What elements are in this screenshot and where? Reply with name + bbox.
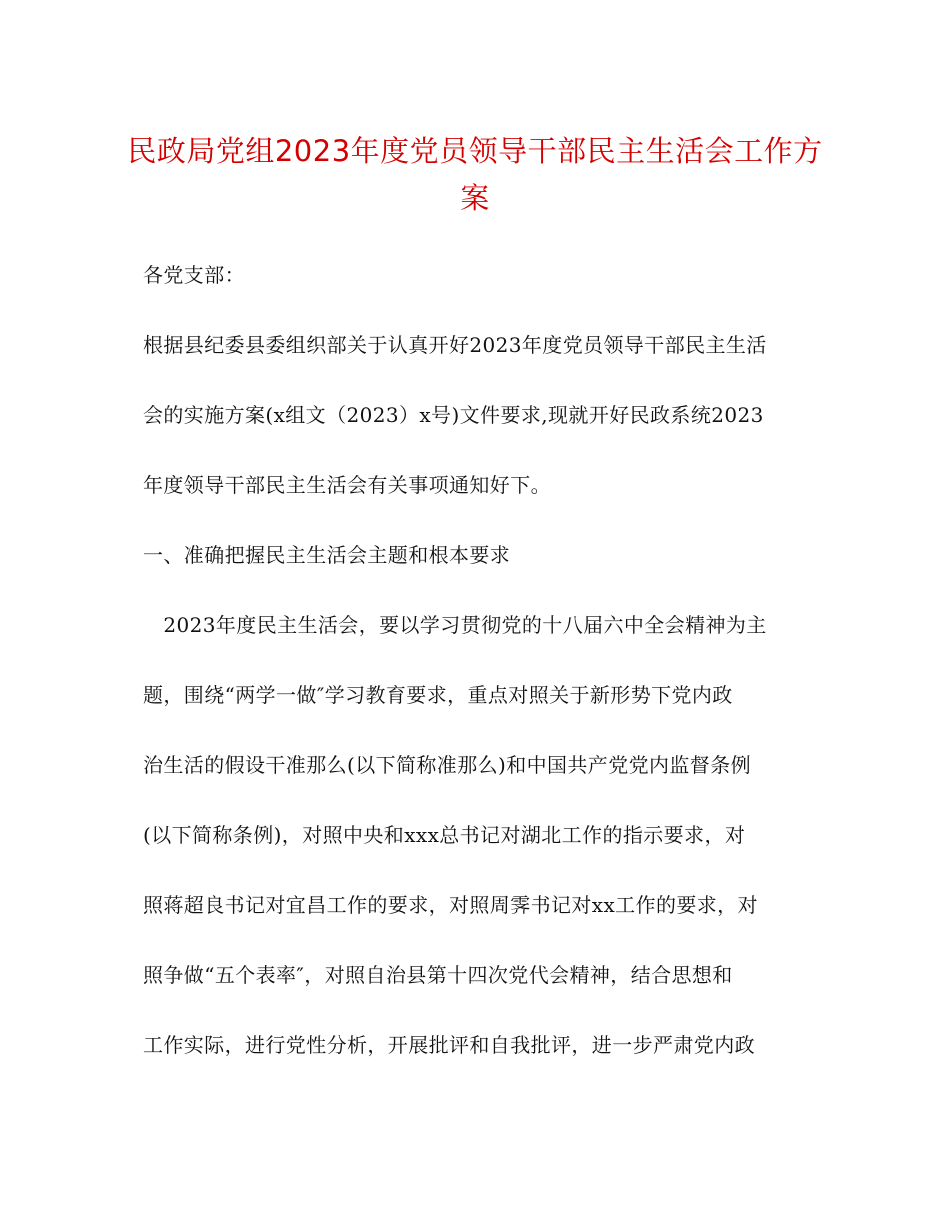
paragraph-line: 2023年度民主生活会，要以学习贯彻党的十八届六中全会精神为主 (143, 613, 767, 637)
paragraph-line: 照蒋超良书记对宜昌工作的要求，对照周霁书记对xx工作的要求，对 (143, 893, 758, 917)
paragraph-line: 工作实际，进行党性分析，开展批评和自我批评，进一步严肃党内政 (143, 1033, 755, 1057)
document-body (143, 240, 815, 1080)
salutation: 各党支部： (143, 263, 245, 287)
paragraph-line: 会的实施方案(x组文（2023）x号)文件要求,现就开好民政系统2023 (143, 403, 764, 427)
document-title (120, 128, 830, 222)
title-line: 民政局党组2023年度党员领导干部民主生活会工作方 (127, 134, 823, 168)
section-heading: 一、准确把握民主生活会主题和根本要求 (143, 543, 511, 567)
paragraph-line: (以下简称条例)，对照中央和xxx总书记对湖北工作的指示要求，对 (143, 823, 746, 847)
paragraph-line: 题，围绕“两学一做″学习教育要求，重点对照关于新形势下党内政 (143, 683, 733, 707)
title-line: 案 (460, 181, 490, 215)
paragraph-line: 治生活的假设干准那么(以下简称准那么)和中国共产党党内监督条例 (143, 753, 752, 777)
paragraph-line: 根据县纪委县委组织部关于认真开好2023年度党员领导干部民主生活 (143, 333, 767, 357)
paragraph-line: 年度领导干部民主生活会有关事项通知好下。 (143, 473, 551, 497)
paragraph-line: 照争做“五个表率″，对照自治县第十四次党代会精神，结合思想和 (143, 963, 733, 987)
